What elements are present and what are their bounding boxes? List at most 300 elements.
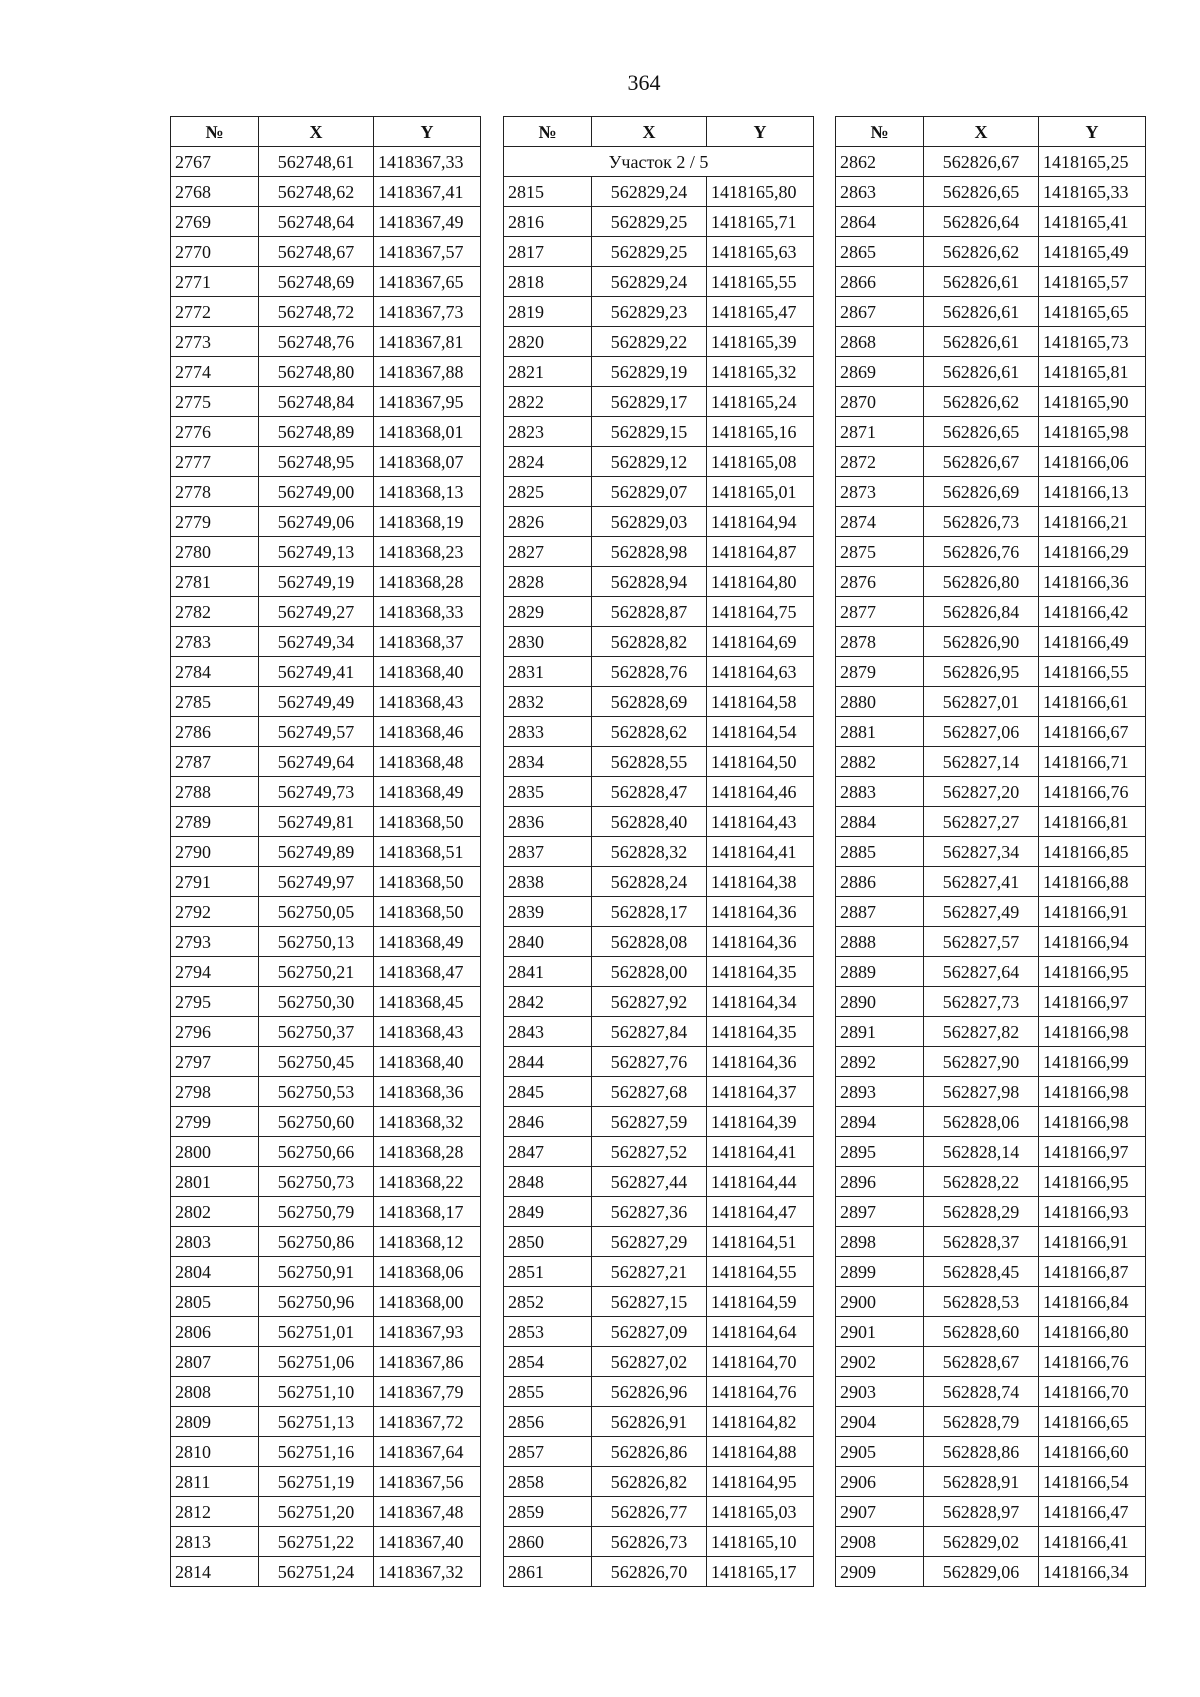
y-coordinate-cell: 1418367,57: [374, 237, 481, 267]
table-row: [836, 657, 1146, 687]
table-row: [171, 687, 481, 717]
y-coordinate-cell: 1418166,94: [1039, 927, 1146, 957]
x-coordinate-cell: 562750,13: [259, 927, 374, 957]
point-number-cell: 2907: [836, 1497, 924, 1527]
x-coordinate-cell: 562826,65: [924, 177, 1039, 207]
y-coordinate-cell: 1418166,06: [1039, 447, 1146, 477]
point-number-cell: 2818: [504, 267, 592, 297]
x-coordinate-cell: 562749,81: [259, 807, 374, 837]
table-row: [836, 177, 1146, 207]
point-number-cell: 2770: [171, 237, 259, 267]
y-coordinate-cell: 1418367,56: [374, 1467, 481, 1497]
point-number-cell: 2848: [504, 1167, 592, 1197]
y-coordinate-cell: 1418367,93: [374, 1317, 481, 1347]
point-number-cell: 2851: [504, 1257, 592, 1287]
point-number-cell: 2811: [171, 1467, 259, 1497]
y-coordinate-cell: 1418164,36: [707, 897, 814, 927]
x-coordinate-cell: 562829,17: [592, 387, 707, 417]
y-coordinate-cell: 1418368,00: [374, 1287, 481, 1317]
y-coordinate-cell: 1418368,40: [374, 1047, 481, 1077]
table-row: [836, 1137, 1146, 1167]
table-row: [171, 1167, 481, 1197]
point-number-cell: 2834: [504, 747, 592, 777]
table-row: [836, 1197, 1146, 1227]
x-coordinate-cell: 562828,53: [924, 1287, 1039, 1317]
x-coordinate-cell: 562750,60: [259, 1107, 374, 1137]
table-row: [836, 1437, 1146, 1467]
table-row: [504, 1167, 814, 1197]
x-coordinate-cell: 562750,21: [259, 957, 374, 987]
y-coordinate-cell: 1418165,16: [707, 417, 814, 447]
x-coordinate-cell: 562748,64: [259, 207, 374, 237]
point-number-cell: 2869: [836, 357, 924, 387]
point-number-cell: 2864: [836, 207, 924, 237]
x-coordinate-cell: 562826,65: [924, 417, 1039, 447]
point-number-cell: 2901: [836, 1317, 924, 1347]
y-coordinate-cell: 1418166,99: [1039, 1047, 1146, 1077]
x-coordinate-cell: 562826,91: [592, 1407, 707, 1437]
table-row: [504, 777, 814, 807]
point-number-cell: 2835: [504, 777, 592, 807]
y-coordinate-cell: 1418165,25: [1039, 147, 1146, 177]
y-coordinate-cell: 1418166,55: [1039, 657, 1146, 687]
table-row: [504, 1077, 814, 1107]
x-coordinate-cell: 562826,73: [924, 507, 1039, 537]
x-coordinate-cell: 562828,98: [592, 537, 707, 567]
point-number-cell: 2785: [171, 687, 259, 717]
column-header-y: Y: [1039, 117, 1146, 147]
x-coordinate-cell: 562750,37: [259, 1017, 374, 1047]
y-coordinate-cell: 1418166,65: [1039, 1407, 1146, 1437]
table-row: [504, 567, 814, 597]
y-coordinate-cell: 1418164,37: [707, 1077, 814, 1107]
table-row: [504, 357, 814, 387]
table-row: [171, 657, 481, 687]
x-coordinate-cell: 562826,95: [924, 657, 1039, 687]
table-row: [504, 717, 814, 747]
point-number-cell: 2905: [836, 1437, 924, 1467]
section-label: Участок 2 / 5: [504, 147, 814, 177]
point-number-cell: 2874: [836, 507, 924, 537]
point-number-cell: 2809: [171, 1407, 259, 1437]
table-row: [171, 567, 481, 597]
x-coordinate-cell: 562828,67: [924, 1347, 1039, 1377]
y-coordinate-cell: 1418165,73: [1039, 327, 1146, 357]
point-number-cell: 2862: [836, 147, 924, 177]
point-number-cell: 2880: [836, 687, 924, 717]
table-row: [836, 567, 1146, 597]
table-row: [171, 777, 481, 807]
y-coordinate-cell: 1418166,81: [1039, 807, 1146, 837]
table-row: [171, 1377, 481, 1407]
y-coordinate-cell: 1418166,87: [1039, 1257, 1146, 1287]
table-row: [836, 987, 1146, 1017]
x-coordinate-cell: 562828,47: [592, 777, 707, 807]
column-header-x: X: [259, 117, 374, 147]
point-number-cell: 2853: [504, 1317, 592, 1347]
point-number-cell: 2836: [504, 807, 592, 837]
y-coordinate-cell: 1418368,46: [374, 717, 481, 747]
y-coordinate-cell: 1418164,44: [707, 1167, 814, 1197]
x-coordinate-cell: 562826,96: [592, 1377, 707, 1407]
y-coordinate-cell: 1418164,63: [707, 657, 814, 687]
table-row: [836, 1257, 1146, 1287]
point-number-cell: 2900: [836, 1287, 924, 1317]
table-row: [836, 747, 1146, 777]
x-coordinate-cell: 562827,34: [924, 837, 1039, 867]
point-number-cell: 2810: [171, 1437, 259, 1467]
point-number-cell: 2861: [504, 1557, 592, 1587]
x-coordinate-cell: 562748,72: [259, 297, 374, 327]
table-row: [171, 1527, 481, 1557]
point-number-cell: 2858: [504, 1467, 592, 1497]
table-row: [171, 987, 481, 1017]
y-coordinate-cell: 1418367,48: [374, 1497, 481, 1527]
y-coordinate-cell: 1418367,32: [374, 1557, 481, 1587]
table-row: [171, 597, 481, 627]
point-number-cell: 2817: [504, 237, 592, 267]
x-coordinate-cell: 562750,96: [259, 1287, 374, 1317]
x-coordinate-cell: 562748,62: [259, 177, 374, 207]
x-coordinate-cell: 562751,06: [259, 1347, 374, 1377]
table-row: [836, 297, 1146, 327]
y-coordinate-cell: 1418165,49: [1039, 237, 1146, 267]
y-coordinate-cell: 1418368,19: [374, 507, 481, 537]
x-coordinate-cell: 562827,98: [924, 1077, 1039, 1107]
y-coordinate-cell: 1418164,34: [707, 987, 814, 1017]
point-number-cell: 2823: [504, 417, 592, 447]
y-coordinate-cell: 1418165,55: [707, 267, 814, 297]
point-number-cell: 2888: [836, 927, 924, 957]
table-row: [504, 1527, 814, 1557]
x-coordinate-cell: 562827,29: [592, 1227, 707, 1257]
point-number-cell: 2883: [836, 777, 924, 807]
coordinate-table-1: [170, 116, 481, 1587]
y-coordinate-cell: 1418166,76: [1039, 1347, 1146, 1377]
table-row: [836, 717, 1146, 747]
point-number-cell: 2789: [171, 807, 259, 837]
coordinate-table-2: [503, 116, 814, 1587]
table-row: [504, 1107, 814, 1137]
x-coordinate-cell: 562751,20: [259, 1497, 374, 1527]
point-number-cell: 2822: [504, 387, 592, 417]
x-coordinate-cell: 562828,55: [592, 747, 707, 777]
section-row: [504, 147, 814, 177]
y-coordinate-cell: 1418165,01: [707, 477, 814, 507]
x-coordinate-cell: 562827,49: [924, 897, 1039, 927]
y-coordinate-cell: 1418165,08: [707, 447, 814, 477]
y-coordinate-cell: 1418165,71: [707, 207, 814, 237]
table-row: [836, 777, 1146, 807]
table-row: [171, 507, 481, 537]
column-header-number: №: [171, 117, 259, 147]
table-row: [504, 207, 814, 237]
y-coordinate-cell: 1418166,29: [1039, 537, 1146, 567]
x-coordinate-cell: 562827,92: [592, 987, 707, 1017]
table-row: [171, 1407, 481, 1437]
point-number-cell: 2909: [836, 1557, 924, 1587]
table-row: [171, 1317, 481, 1347]
y-coordinate-cell: 1418367,73: [374, 297, 481, 327]
x-coordinate-cell: 562829,03: [592, 507, 707, 537]
table-row: [171, 1467, 481, 1497]
point-number-cell: 2899: [836, 1257, 924, 1287]
point-number-cell: 2783: [171, 627, 259, 657]
y-coordinate-cell: 1418166,71: [1039, 747, 1146, 777]
x-coordinate-cell: 562750,53: [259, 1077, 374, 1107]
x-coordinate-cell: 562829,06: [924, 1557, 1039, 1587]
table-row: [504, 897, 814, 927]
table-row: [836, 537, 1146, 567]
point-number-cell: 2898: [836, 1227, 924, 1257]
x-coordinate-cell: 562750,91: [259, 1257, 374, 1287]
x-coordinate-cell: 562828,00: [592, 957, 707, 987]
x-coordinate-cell: 562749,06: [259, 507, 374, 537]
y-coordinate-cell: 1418166,34: [1039, 1557, 1146, 1587]
x-coordinate-cell: 562749,97: [259, 867, 374, 897]
x-coordinate-cell: 562749,89: [259, 837, 374, 867]
y-coordinate-cell: 1418164,76: [707, 1377, 814, 1407]
point-number-cell: 2859: [504, 1497, 592, 1527]
table-header-row: [504, 117, 814, 147]
point-number-cell: 2855: [504, 1377, 592, 1407]
x-coordinate-cell: 562828,06: [924, 1107, 1039, 1137]
point-number-cell: 2816: [504, 207, 592, 237]
y-coordinate-cell: 1418165,03: [707, 1497, 814, 1527]
x-coordinate-cell: 562826,90: [924, 627, 1039, 657]
point-number-cell: 2831: [504, 657, 592, 687]
x-coordinate-cell: 562748,69: [259, 267, 374, 297]
point-number-cell: 2771: [171, 267, 259, 297]
point-number-cell: 2826: [504, 507, 592, 537]
table-row: [504, 687, 814, 717]
x-coordinate-cell: 562828,24: [592, 867, 707, 897]
y-coordinate-cell: 1418165,39: [707, 327, 814, 357]
table-row: [171, 897, 481, 927]
x-coordinate-cell: 562827,27: [924, 807, 1039, 837]
table-row: [171, 1077, 481, 1107]
column-header-x: X: [924, 117, 1039, 147]
y-coordinate-cell: 1418368,49: [374, 777, 481, 807]
y-coordinate-cell: 1418368,47: [374, 957, 481, 987]
y-coordinate-cell: 1418368,50: [374, 897, 481, 927]
table-row: [171, 747, 481, 777]
y-coordinate-cell: 1418367,81: [374, 327, 481, 357]
table-row: [836, 237, 1146, 267]
x-coordinate-cell: 562826,70: [592, 1557, 707, 1587]
table-row: [836, 477, 1146, 507]
y-coordinate-cell: 1418367,72: [374, 1407, 481, 1437]
y-coordinate-cell: 1418165,33: [1039, 177, 1146, 207]
y-coordinate-cell: 1418368,33: [374, 597, 481, 627]
point-number-cell: 2776: [171, 417, 259, 447]
table-row: [171, 1287, 481, 1317]
y-coordinate-cell: 1418164,50: [707, 747, 814, 777]
point-number-cell: 2781: [171, 567, 259, 597]
point-number-cell: 2796: [171, 1017, 259, 1047]
x-coordinate-cell: 562827,14: [924, 747, 1039, 777]
y-coordinate-cell: 1418166,36: [1039, 567, 1146, 597]
table-row: [836, 1557, 1146, 1587]
x-coordinate-cell: 562826,61: [924, 327, 1039, 357]
y-coordinate-cell: 1418165,81: [1039, 357, 1146, 387]
table-row: [836, 507, 1146, 537]
point-number-cell: 2774: [171, 357, 259, 387]
x-coordinate-cell: 562827,52: [592, 1137, 707, 1167]
x-coordinate-cell: 562828,79: [924, 1407, 1039, 1437]
x-coordinate-cell: 562827,06: [924, 717, 1039, 747]
point-number-cell: 2780: [171, 537, 259, 567]
table-row: [836, 1377, 1146, 1407]
table-row: [504, 177, 814, 207]
point-number-cell: 2833: [504, 717, 592, 747]
point-number-cell: 2894: [836, 1107, 924, 1137]
point-number-cell: 2805: [171, 1287, 259, 1317]
y-coordinate-cell: 1418368,01: [374, 417, 481, 447]
table-row: [504, 1197, 814, 1227]
x-coordinate-cell: 562827,82: [924, 1017, 1039, 1047]
table-row: [836, 387, 1146, 417]
point-number-cell: 2819: [504, 297, 592, 327]
point-number-cell: 2884: [836, 807, 924, 837]
table-row: [836, 207, 1146, 237]
point-number-cell: 2798: [171, 1077, 259, 1107]
y-coordinate-cell: 1418368,45: [374, 987, 481, 1017]
y-coordinate-cell: 1418367,95: [374, 387, 481, 417]
point-number-cell: 2814: [171, 1557, 259, 1587]
x-coordinate-cell: 562749,34: [259, 627, 374, 657]
x-coordinate-cell: 562749,64: [259, 747, 374, 777]
table-row: [836, 867, 1146, 897]
point-number-cell: 2857: [504, 1437, 592, 1467]
y-coordinate-cell: 1418166,85: [1039, 837, 1146, 867]
table-row: [504, 297, 814, 327]
y-coordinate-cell: 1418165,10: [707, 1527, 814, 1557]
x-coordinate-cell: 562749,27: [259, 597, 374, 627]
point-number-cell: 2827: [504, 537, 592, 567]
y-coordinate-cell: 1418164,43: [707, 807, 814, 837]
x-coordinate-cell: 562827,20: [924, 777, 1039, 807]
table-row: [504, 1377, 814, 1407]
point-number-cell: 2841: [504, 957, 592, 987]
table-row: [836, 597, 1146, 627]
table-row: [504, 837, 814, 867]
point-number-cell: 2840: [504, 927, 592, 957]
table-row: [836, 1107, 1146, 1137]
table-row: [836, 1167, 1146, 1197]
x-coordinate-cell: 562748,80: [259, 357, 374, 387]
table-row: [504, 1557, 814, 1587]
x-coordinate-cell: 562828,91: [924, 1467, 1039, 1497]
point-number-cell: 2906: [836, 1467, 924, 1497]
x-coordinate-cell: 562829,19: [592, 357, 707, 387]
y-coordinate-cell: 1418166,98: [1039, 1017, 1146, 1047]
x-coordinate-cell: 562826,61: [924, 297, 1039, 327]
point-number-cell: 2775: [171, 387, 259, 417]
x-coordinate-cell: 562827,84: [592, 1017, 707, 1047]
point-number-cell: 2847: [504, 1137, 592, 1167]
table-row: [504, 597, 814, 627]
point-number-cell: 2793: [171, 927, 259, 957]
y-coordinate-cell: 1418367,88: [374, 357, 481, 387]
y-coordinate-cell: 1418164,70: [707, 1347, 814, 1377]
table-row: [504, 1227, 814, 1257]
x-coordinate-cell: 562828,29: [924, 1197, 1039, 1227]
y-coordinate-cell: 1418164,35: [707, 957, 814, 987]
y-coordinate-cell: 1418166,70: [1039, 1377, 1146, 1407]
point-number-cell: 2895: [836, 1137, 924, 1167]
y-coordinate-cell: 1418368,23: [374, 537, 481, 567]
y-coordinate-cell: 1418368,22: [374, 1167, 481, 1197]
x-coordinate-cell: 562827,21: [592, 1257, 707, 1287]
table-row: [171, 1557, 481, 1587]
table-row: [171, 207, 481, 237]
y-coordinate-cell: 1418166,76: [1039, 777, 1146, 807]
table-row: [504, 537, 814, 567]
y-coordinate-cell: 1418166,49: [1039, 627, 1146, 657]
x-coordinate-cell: 562749,00: [259, 477, 374, 507]
x-coordinate-cell: 562750,05: [259, 897, 374, 927]
point-number-cell: 2812: [171, 1497, 259, 1527]
y-coordinate-cell: 1418164,36: [707, 927, 814, 957]
x-coordinate-cell: 562826,67: [924, 147, 1039, 177]
y-coordinate-cell: 1418166,60: [1039, 1437, 1146, 1467]
y-coordinate-cell: 1418367,49: [374, 207, 481, 237]
x-coordinate-cell: 562829,07: [592, 477, 707, 507]
y-coordinate-cell: 1418165,63: [707, 237, 814, 267]
point-number-cell: 2860: [504, 1527, 592, 1557]
page-number: 364: [627, 70, 661, 95]
y-coordinate-cell: 1418368,32: [374, 1107, 481, 1137]
y-coordinate-cell: 1418164,38: [707, 867, 814, 897]
table-row: [504, 1347, 814, 1377]
y-coordinate-cell: 1418166,54: [1039, 1467, 1146, 1497]
table-row: [171, 297, 481, 327]
point-number-cell: 2797: [171, 1047, 259, 1077]
point-number-cell: 2800: [171, 1137, 259, 1167]
point-number-cell: 2877: [836, 597, 924, 627]
x-coordinate-cell: 562827,76: [592, 1047, 707, 1077]
point-number-cell: 2887: [836, 897, 924, 927]
y-coordinate-cell: 1418164,47: [707, 1197, 814, 1227]
point-number-cell: 2845: [504, 1077, 592, 1107]
point-number-cell: 2825: [504, 477, 592, 507]
x-coordinate-cell: 562751,01: [259, 1317, 374, 1347]
y-coordinate-cell: 1418367,86: [374, 1347, 481, 1377]
point-number-cell: 2778: [171, 477, 259, 507]
x-coordinate-cell: 562829,15: [592, 417, 707, 447]
x-coordinate-cell: 562829,24: [592, 267, 707, 297]
point-number-cell: 2777: [171, 447, 259, 477]
point-number-cell: 2868: [836, 327, 924, 357]
x-coordinate-cell: 562828,60: [924, 1317, 1039, 1347]
y-coordinate-cell: 1418367,64: [374, 1437, 481, 1467]
point-number-cell: 2813: [171, 1527, 259, 1557]
table-row: [171, 267, 481, 297]
x-coordinate-cell: 562749,13: [259, 537, 374, 567]
table-row: [836, 357, 1146, 387]
table-row: [836, 1527, 1146, 1557]
y-coordinate-cell: 1418166,67: [1039, 717, 1146, 747]
y-coordinate-cell: 1418165,90: [1039, 387, 1146, 417]
table-row: [504, 627, 814, 657]
table-row: [836, 1227, 1146, 1257]
x-coordinate-cell: 562751,13: [259, 1407, 374, 1437]
x-coordinate-cell: 562829,02: [924, 1527, 1039, 1557]
table-row: [504, 1137, 814, 1167]
table-row: [504, 1437, 814, 1467]
table-row: [836, 1287, 1146, 1317]
